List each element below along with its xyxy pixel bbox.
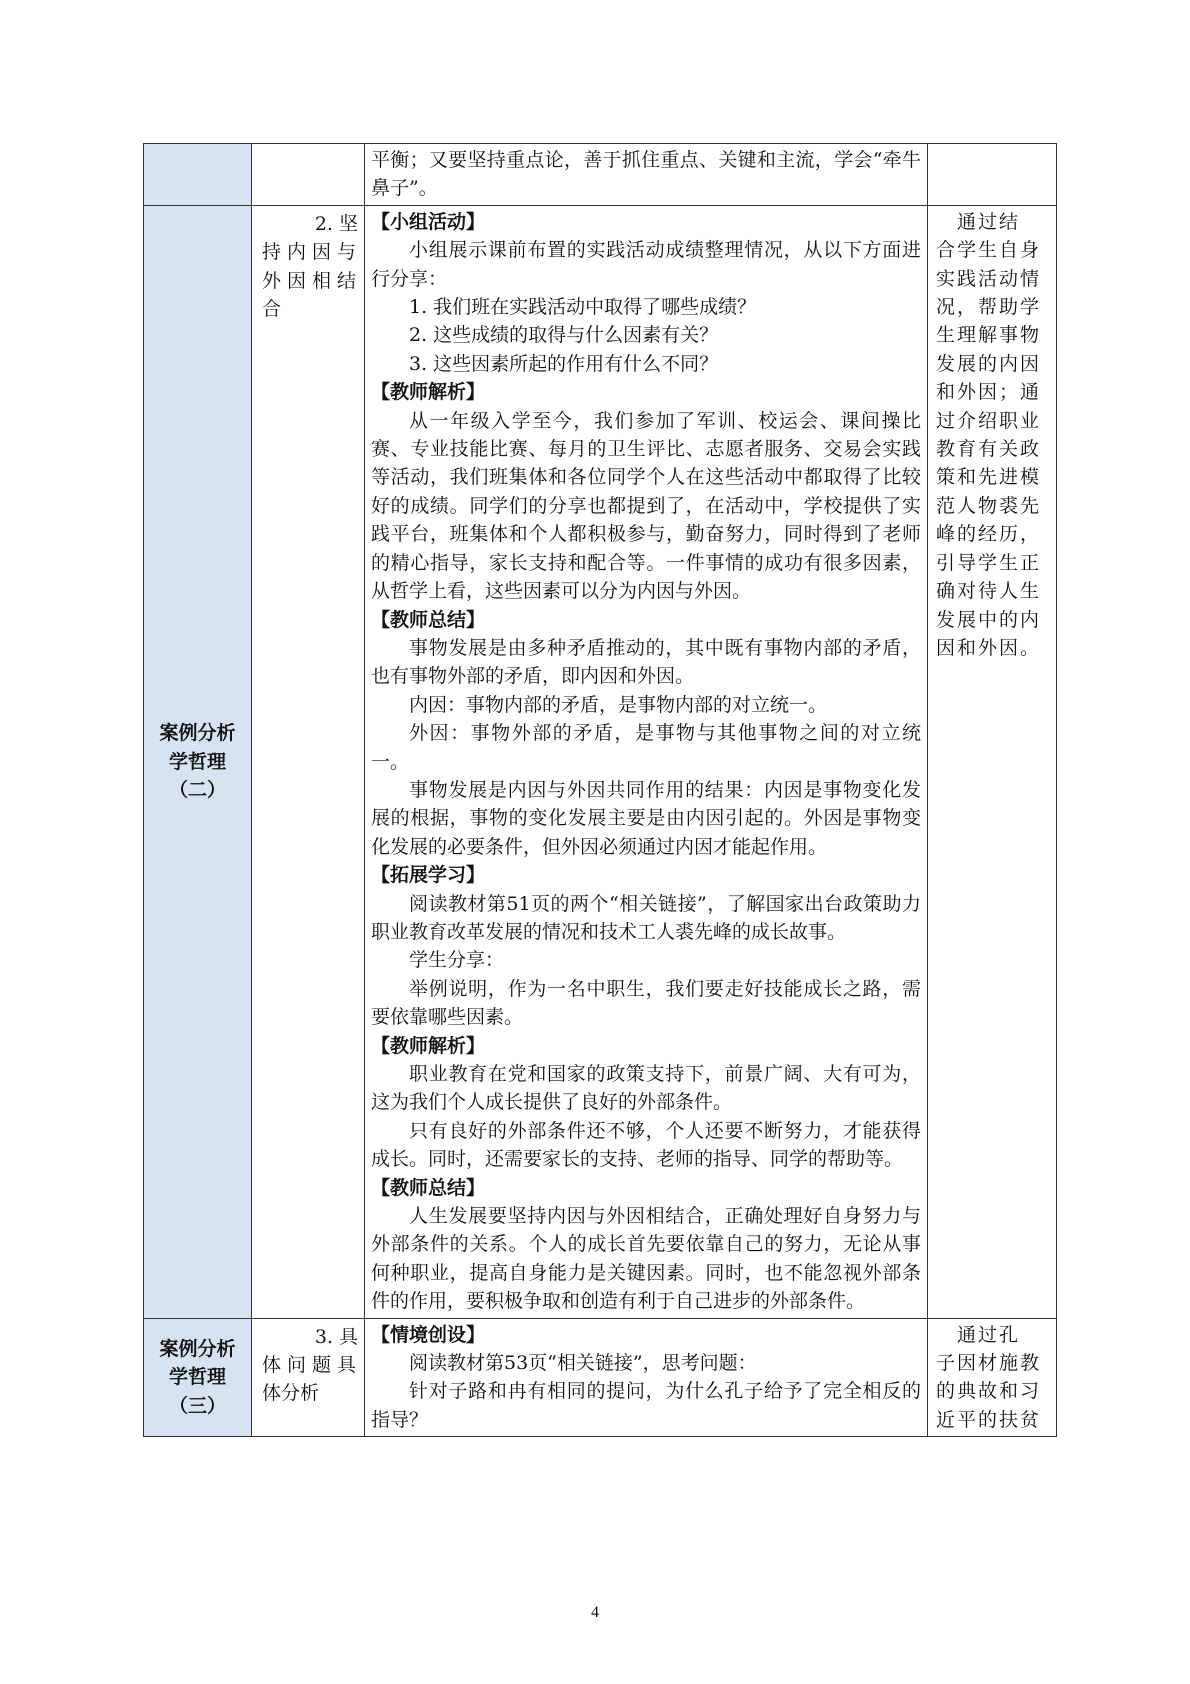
content-paragraph: 人生发展要坚持内因与外因相结合，正确处理好自身努力与外部条件的关系。个人的成长首先要依靠自己的努力，无论从事何种职业，提高自身能力是关键因素。同时，也不能忽视外部条件的作用，要积极争取和创造有利于自己进步的外部条件。 bbox=[371, 1205, 921, 1313]
topic-line: 体问题具 bbox=[262, 1354, 358, 1377]
intent-cell bbox=[928, 1318, 1057, 1437]
phase-label-line: 案例分析 bbox=[159, 722, 236, 745]
content-paragraph: 针对子路和冉有相同的提问，为什么孔子给予了完全相反的指导？ bbox=[371, 1380, 921, 1431]
sub-heading: 学生分享： bbox=[409, 949, 505, 972]
page-number: 4 bbox=[591, 1604, 599, 1621]
topic-line: 外因相结 bbox=[262, 269, 358, 292]
content-cell bbox=[365, 205, 928, 1318]
topic-cell bbox=[252, 1318, 365, 1437]
section-heading: 【教师总结】 bbox=[371, 1176, 486, 1199]
phase-label-line: 案例分析 bbox=[159, 1337, 236, 1360]
intent-line: 生理解事物 bbox=[936, 324, 1042, 347]
content-paragraph: 小组展示课前布置的实践活动成绩整理情况，从以下方面进行分享： bbox=[371, 239, 921, 290]
content-paragraph: 事物发展是内因与外因共同作用的结果：内因是事物变化发展的根据，事物的变化发展主要是由内因引起的。外因是事物变化发展的必要条件，但外因必须通过内因才能起作用。 bbox=[371, 778, 921, 858]
table-row-case-analysis-3 bbox=[144, 1318, 1057, 1437]
question-item: 1. 我们班在实践活动中取得了哪些成绩？ bbox=[409, 296, 757, 319]
section-heading: 【教师解析】 bbox=[371, 1034, 486, 1057]
topic-number: 3. 具 bbox=[314, 1325, 358, 1348]
intent-line: 范人物裘先 bbox=[936, 494, 1042, 517]
topic-line: 持内因与 bbox=[262, 241, 358, 264]
intent-line: 确对待人生 bbox=[936, 580, 1042, 603]
intent-cell-empty bbox=[928, 144, 1057, 206]
content-paragraph: 外因：事物外部的矛盾，是事物与其他事物之间的对立统一。 bbox=[371, 722, 921, 773]
intent-line: 况，帮助学 bbox=[936, 296, 1042, 319]
topic-line: 体分析 bbox=[262, 1382, 320, 1405]
intent-line: 引导学生正 bbox=[936, 551, 1042, 574]
content-paragraph: 阅读教材第51页的两个“相关链接”，了解国家出台政策助力职业教育改革发展的情况和技术工人裘先峰的成长故事。 bbox=[371, 892, 921, 943]
topic-cell bbox=[252, 205, 365, 1318]
intent-line: 峰的经历， bbox=[936, 523, 1042, 546]
phase-cell bbox=[144, 205, 252, 1318]
phase-label-line: 学哲理 bbox=[168, 750, 226, 773]
intent-line: 教育有关政 bbox=[936, 438, 1042, 461]
intent-line: 合学生自身 bbox=[936, 239, 1042, 262]
phase-label-line: （二） bbox=[168, 778, 226, 801]
section-heading: 【小组活动】 bbox=[371, 210, 486, 233]
intent-line: 策和先进模 bbox=[936, 466, 1042, 489]
lesson-plan-table bbox=[143, 143, 1057, 1437]
content-paragraph: 平衡；又要坚持重点论，善于抓住重点、关键和主流，学会“牵牛鼻子”。 bbox=[371, 149, 921, 200]
intent-line: 近平的扶贫 bbox=[936, 1408, 1042, 1431]
question-item: 2. 这些成绩的取得与什么因素有关？ bbox=[409, 324, 719, 347]
section-heading: 【情境创设】 bbox=[371, 1323, 486, 1346]
content-paragraph: 内因：事物内部的矛盾，是事物内部的对立统一。 bbox=[409, 693, 828, 716]
intent-line: 发展中的内 bbox=[936, 608, 1042, 631]
content-paragraph: 阅读教材第53页“相关链接”，思考问题： bbox=[409, 1352, 757, 1375]
content-paragraph: 事物发展是由多种矛盾推动的，其中既有事物内部的矛盾，也有事物外部的矛盾，即内因和外因。 bbox=[371, 636, 921, 688]
intent-line: 过介绍职业 bbox=[936, 409, 1042, 432]
content-paragraph: 举例说明，作为一名中职生，我们要走好技能成长之路，需要依靠哪些因素。 bbox=[371, 977, 921, 1029]
phase-cell-empty bbox=[144, 144, 252, 206]
intent-line: 的典故和习 bbox=[936, 1380, 1042, 1403]
intent-cell bbox=[928, 205, 1057, 1318]
intent-line: 子因材施教 bbox=[936, 1352, 1042, 1375]
phase-cell bbox=[144, 1318, 252, 1437]
content-cell bbox=[365, 1318, 928, 1437]
phase-label-line: （三） bbox=[168, 1394, 226, 1417]
intent-line: 通过结 bbox=[936, 210, 1021, 233]
intent-line: 和外因；通 bbox=[936, 381, 1042, 404]
topic-line: 合 bbox=[262, 298, 282, 321]
content-paragraph: 只有良好的外部条件还不够，个人还要不断努力，才能获得成长。同时，还需要家长的支持、老师的指导、同学的帮助等。 bbox=[371, 1119, 921, 1171]
intent-line: 实践活动情 bbox=[936, 267, 1042, 290]
topic-number: 2. 坚 bbox=[314, 212, 358, 235]
table-row-continued bbox=[144, 144, 1057, 206]
section-heading: 【拓展学习】 bbox=[371, 864, 486, 887]
intent-line: 通过孔 bbox=[936, 1323, 1021, 1346]
topic-cell-empty bbox=[252, 144, 365, 206]
question-item: 3. 这些因素所起的作用有什么不同？ bbox=[409, 352, 719, 375]
section-heading: 【教师总结】 bbox=[371, 608, 486, 631]
table-row-case-analysis-2 bbox=[144, 205, 1057, 1318]
intent-line: 因和外因。 bbox=[936, 636, 1042, 659]
content-paragraph: 从一年级入学至今，我们参加了军训、校运会、课间操比赛、专业技能比赛、每月的卫生评比、志愿者服务、交易会实践等活动，我们班集体和各位同学个人在这些活动中都取得了比较好的成绩。同学们的分享也都提到了，在活动中，学校提供了实践平台，班集体和个人都积极参与，勤奋努力，同时得到了老师的精心指导，家长支持和配合等。一件事情的成功有很多因素，从哲学上看，这些因素可以分为内因与外因。 bbox=[371, 409, 921, 603]
intent-line: 发展的内因 bbox=[936, 352, 1042, 375]
section-heading: 【教师解析】 bbox=[371, 381, 486, 404]
content-paragraph: 职业教育在党和国家的政策支持下，前景广阔、大有可为，这为我们个人成长提供了良好的外部条件。 bbox=[371, 1063, 921, 1114]
phase-label-line: 学哲理 bbox=[168, 1366, 226, 1389]
content-cell-continued bbox=[365, 144, 928, 206]
